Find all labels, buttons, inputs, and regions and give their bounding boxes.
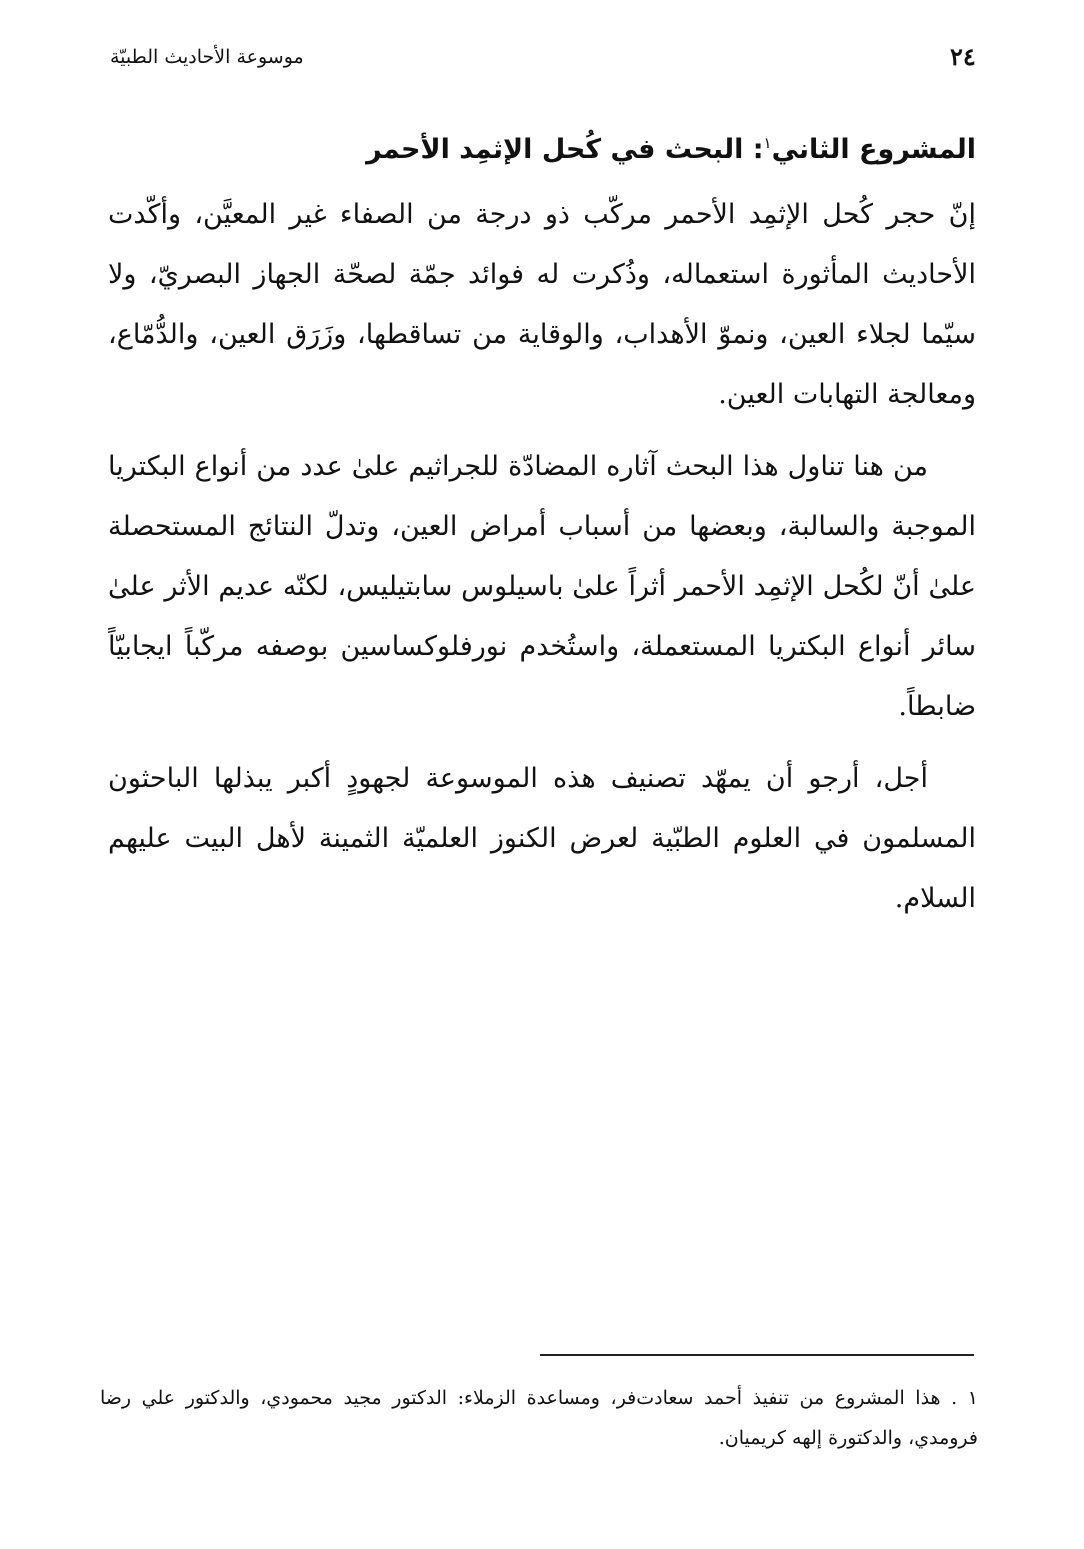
footnote-marker: ١ [763, 134, 772, 152]
running-title: موسوعة الأحاديث الطبيّة [110, 46, 304, 68]
paragraph-2: من هنا تناول هذا البحث آثاره المضادّة للجراثيم علىٰ عدد من أنواع البكتريا الموجبة والسالبة، وبعضها من أسباب أمراض العين، وتدلّ النتائج المستحصلة علىٰ أنّ لكُحل الإثمِد الأحمر أثراً علىٰ باسيلوس سابتيليس، لكنّه عديم الأثر علىٰ سائر أنواع البكتريا المستعملة، واستُخدم نورفلوكساسين بوصفه مركّباً ايجابيّاً ضابطاً. [108, 451, 976, 722]
section-heading-label: المشروع الثاني [771, 134, 976, 165]
footnote: ١ . هذا المشروع من تنفيذ أحمد سعادت‌فر، ومساعدة الزملاء: الدكتور مجيد محمودي، والدكتور علي رضا فرومدي، والدكتورة إلهه كريميان. [100, 1387, 978, 1449]
section-heading-title: : البحث في كُحل الإثمِد الأحمر [366, 134, 764, 165]
paragraph-1: إنّ حجر كُحل الإثمِد الأحمر مركّب ذو درجة من الصفاء غير المعيَّن، وأكّدت الأحاديث المأثورة استعماله، وذُكرت له فوائد جمّة لصحّة الجهاز البصريّ، ولا سيّما لجلاء العين، ونموّ الأهداب، والوقاية من تساقطها، وزَرَق العين، والدُّمّاع، ومعالجة التهابات العين. [108, 199, 976, 410]
footnote-separator [540, 1354, 974, 1356]
section-heading [108, 112, 976, 181]
page-number: ٢٤ [950, 42, 976, 71]
main-content [108, 112, 976, 941]
paragraph-3: أجل، أرجو أن يمهّد تصنيف هذه الموسوعة لجهودٍ أكبر يبذلها الباحثون المسلمون في العلوم الطبّية لعرض الكنوز العلميّة الثمينة لأهل البيت عليهم السلام. [108, 763, 976, 914]
